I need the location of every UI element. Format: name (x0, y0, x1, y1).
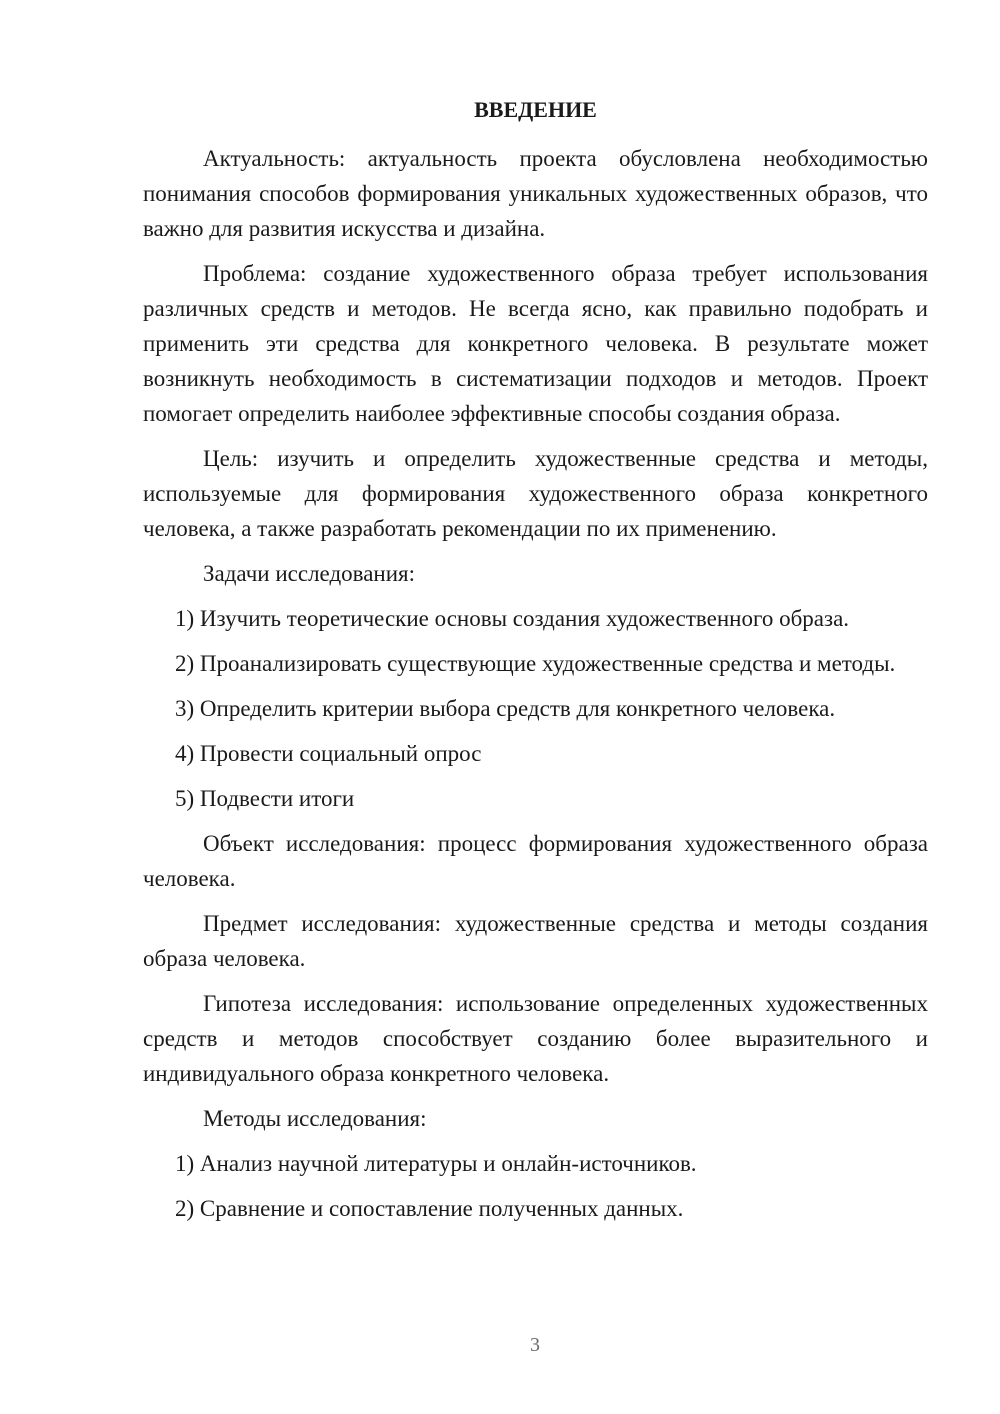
methods-label: Методы исследования: (203, 1106, 427, 1131)
task-item: 4) Провести социальный опрос (175, 741, 482, 766)
method-item: 1) Анализ научной литературы и онлайн-источников. (175, 1151, 697, 1176)
hypothesis-paragraph: Гипотеза исследования: использование определенных художественных средств и методов способствует созданию более выразительного и индивидуального образа конкретного человека. (143, 991, 928, 1086)
subject-paragraph: Предмет исследования: художественные средства и методы создания образа человека. (143, 911, 928, 971)
goal-paragraph: Цель: изучить и определить художественные средства и методы, используемые для формирования художественного образа конкретного человека, а также разработать рекомендации по их применению. (143, 446, 928, 541)
method-item: 2) Сравнение и сопоставление полученных данных. (175, 1196, 684, 1221)
document-page (143, 95, 928, 1236)
page-number: 3 (530, 1334, 540, 1356)
task-item: 5) Подвести итоги (175, 786, 355, 811)
tasks-label: Задачи исследования: (203, 561, 416, 586)
section-heading: ВВЕДЕНИЕ (474, 97, 597, 122)
task-item: 2) Проанализировать существующие художественные средства и методы. (175, 651, 896, 676)
task-item: 1) Изучить теоретические основы создания художественного образа. (175, 606, 850, 631)
object-paragraph: Объект исследования: процесс формирования художественного образа человека. (143, 831, 928, 891)
relevance-paragraph: Актуальность: актуальность проекта обусловлена необходимостью понимания способов формирования уникальных художественных образов, что важно для развития искусства и дизайна. (143, 146, 928, 241)
task-item: 3) Определить критерии выбора средств для конкретного человека. (175, 696, 836, 721)
problem-paragraph: Проблема: создание художественного образа требует использования различных средств и методов. Не всегда ясно, как правильно подобрать и применить эти средства для конкретного человека. В результате может возникнуть необходимость в систематизации подходов и методов. Проект помогает определить наиболее эффективные способы создания образа. (143, 261, 928, 426)
